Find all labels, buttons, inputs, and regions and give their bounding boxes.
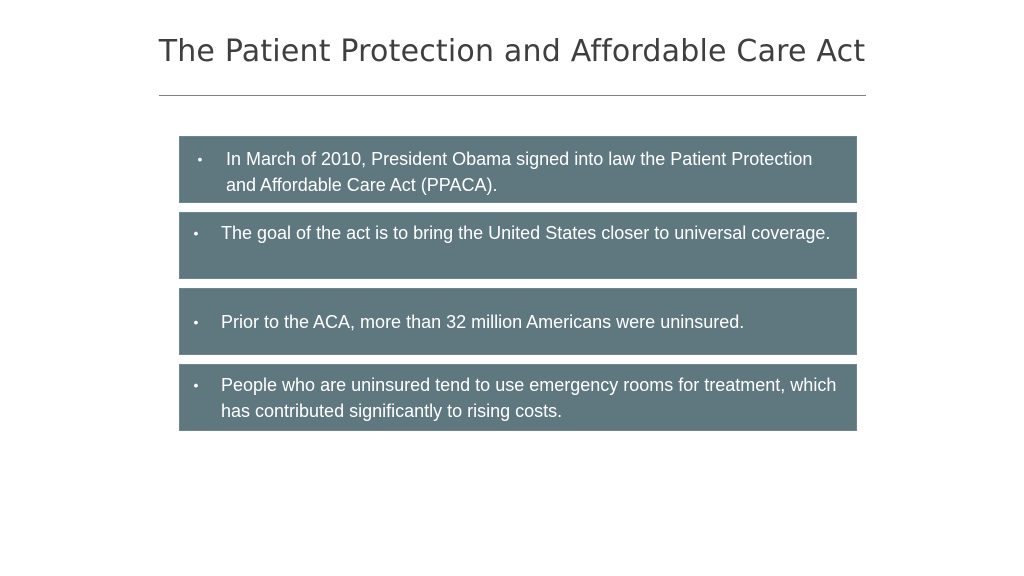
bullet-text: Prior to the ACA, more than 32 million Americans were uninsured.: [221, 312, 745, 332]
bullet-text: In March of 2010, President Obama signed into law the Patient Protection and Affordable Care Act (PPACA).: [226, 149, 813, 195]
bullet-dot-icon: •: [193, 377, 199, 393]
bullet-dot-icon: •: [197, 151, 203, 167]
title-divider: [159, 95, 866, 96]
bullet-box-ppaca-signed: [179, 136, 857, 203]
bullet-text: The goal of the act is to bring the United States closer to universal coverage.: [221, 223, 831, 243]
bullet-dot-icon: •: [193, 225, 199, 241]
bullet-box-universal-coverage: [179, 212, 857, 279]
bullet-box-uninsured-count: [179, 288, 857, 355]
bullet-box-emergency-rooms: [179, 364, 857, 431]
bullet-dot-icon: •: [193, 314, 199, 330]
slide-title: The Patient Protection and Affordable Care Act: [158, 34, 866, 69]
bullet-text: People who are uninsured tend to use emergency rooms for treatment, which has contributed significantly to rising costs.: [221, 375, 837, 421]
